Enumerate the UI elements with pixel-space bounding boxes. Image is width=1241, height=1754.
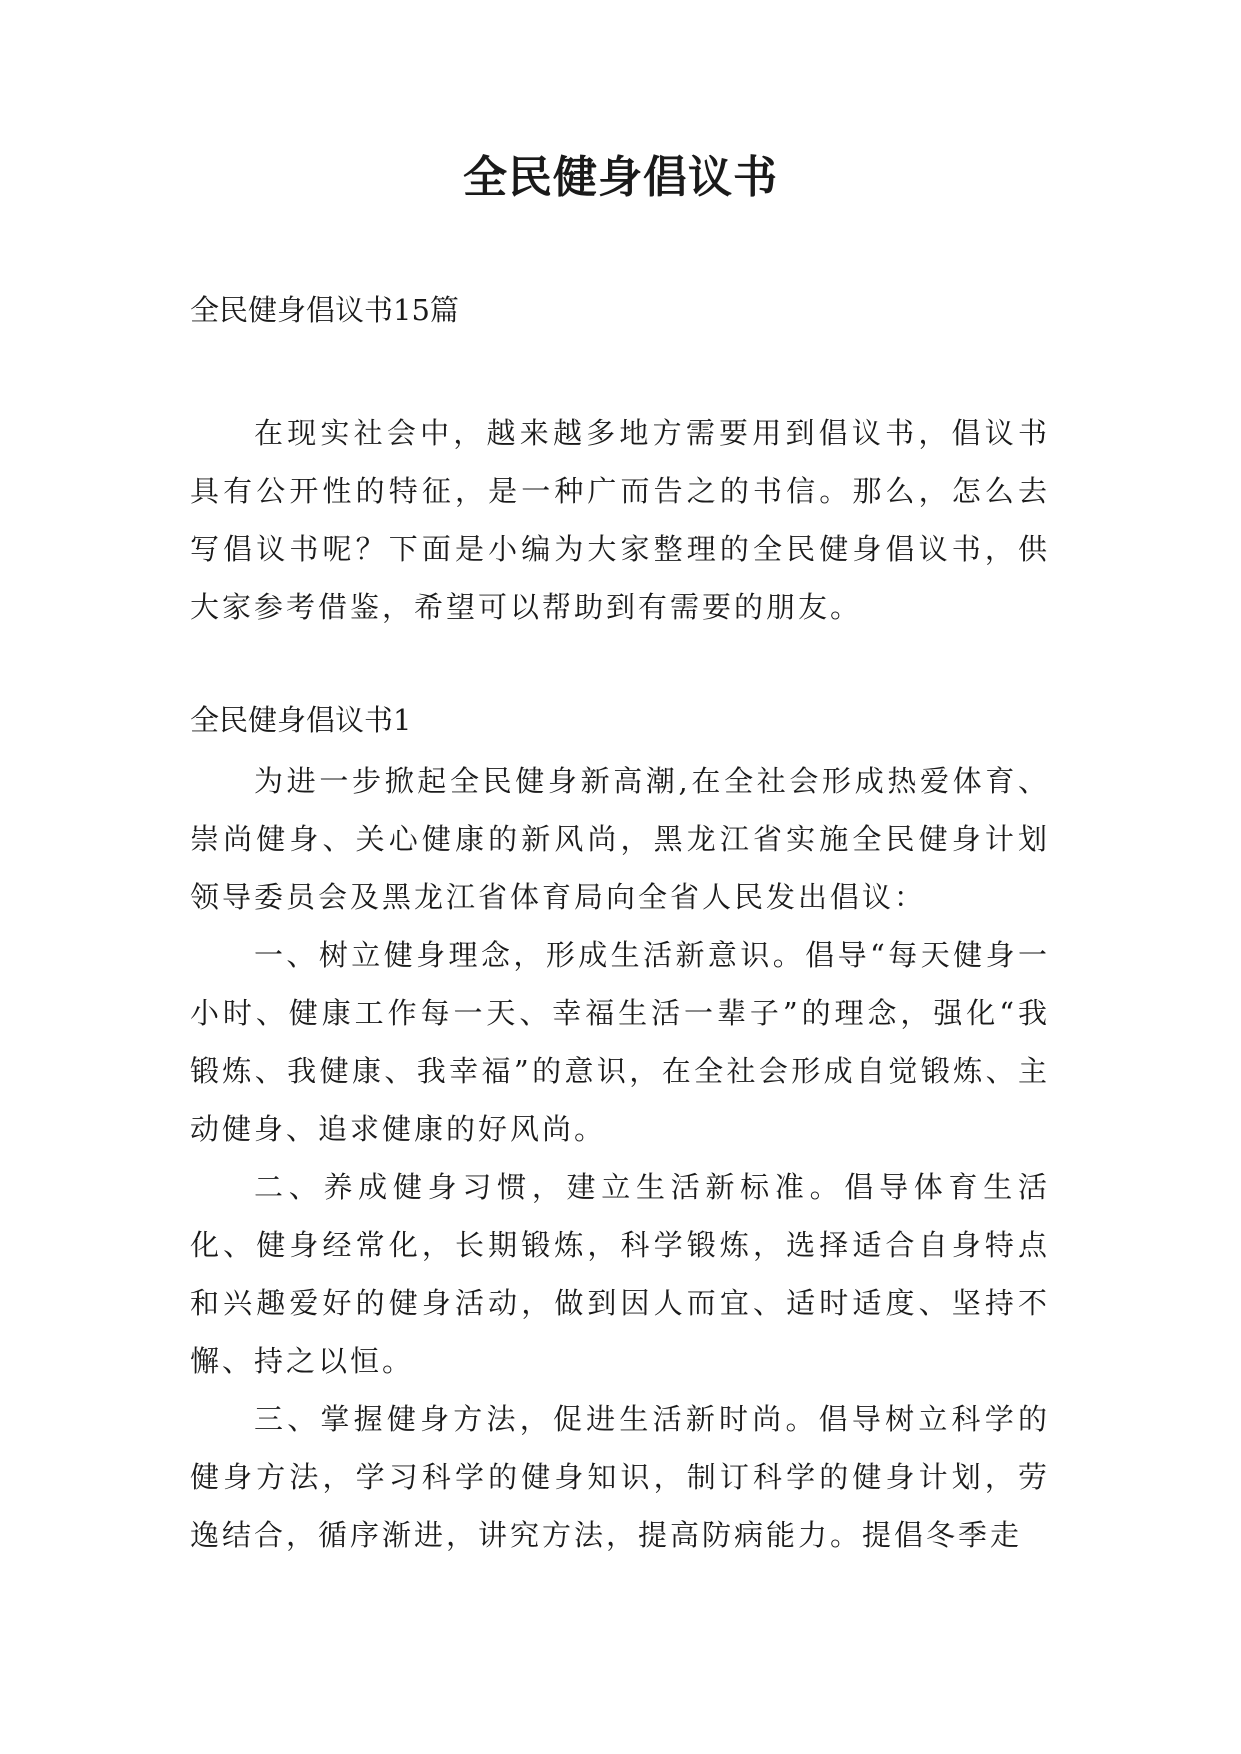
body-paragraph: 为进一步掀起全民健身新高潮,在全社会形成热爱体育、崇尚健身、关心健康的新风尚，黑龙江省实施全民健身计划领导委员会及黑龙江省体育局向全省人民发出倡议： [190, 764, 1050, 914]
body-paragraph: 三、掌握健身方法，促进生活新时尚。倡导树立科学的健身方法，学习科学的健身知识，制订科学的健身计划，劳逸结合，循序渐进，讲究方法，提高防病能力。提倡冬季走 [190, 1402, 1050, 1552]
document-subtitle: 全民健身倡议书15篇 [190, 293, 459, 327]
intro-paragraph: 在现实社会中，越来越多地方需要用到倡议书，倡议书具有公开性的特征，是一种广而告之的书信。那么，怎么去写倡议书呢？下面是小编为大家整理的全民健身倡议书，供大家参考借鉴，希望可以帮助到有需要的朋友。 [190, 416, 1050, 624]
body-paragraph: 一、树立健身理念，形成生活新意识。倡导“每天健身一小时、健康工作每一天、幸福生活一辈子”的理念，强化“我锻炼、我健康、我幸福”的意识，在全社会形成自觉锻炼、主动健身、追求健康的好风尚。 [190, 938, 1050, 1146]
document-title: 全民健身倡议书 [463, 152, 778, 203]
section-heading: 全民健身倡议书1 [190, 703, 412, 737]
body-paragraph: 二、养成健身习惯，建立生活新标准。倡导体育生活化、健身经常化，长期锻炼，科学锻炼，选择适合自身特点和兴趣爱好的健身活动，做到因人而宜、适时适度、坚持不懈、持之以恒。 [190, 1170, 1050, 1378]
